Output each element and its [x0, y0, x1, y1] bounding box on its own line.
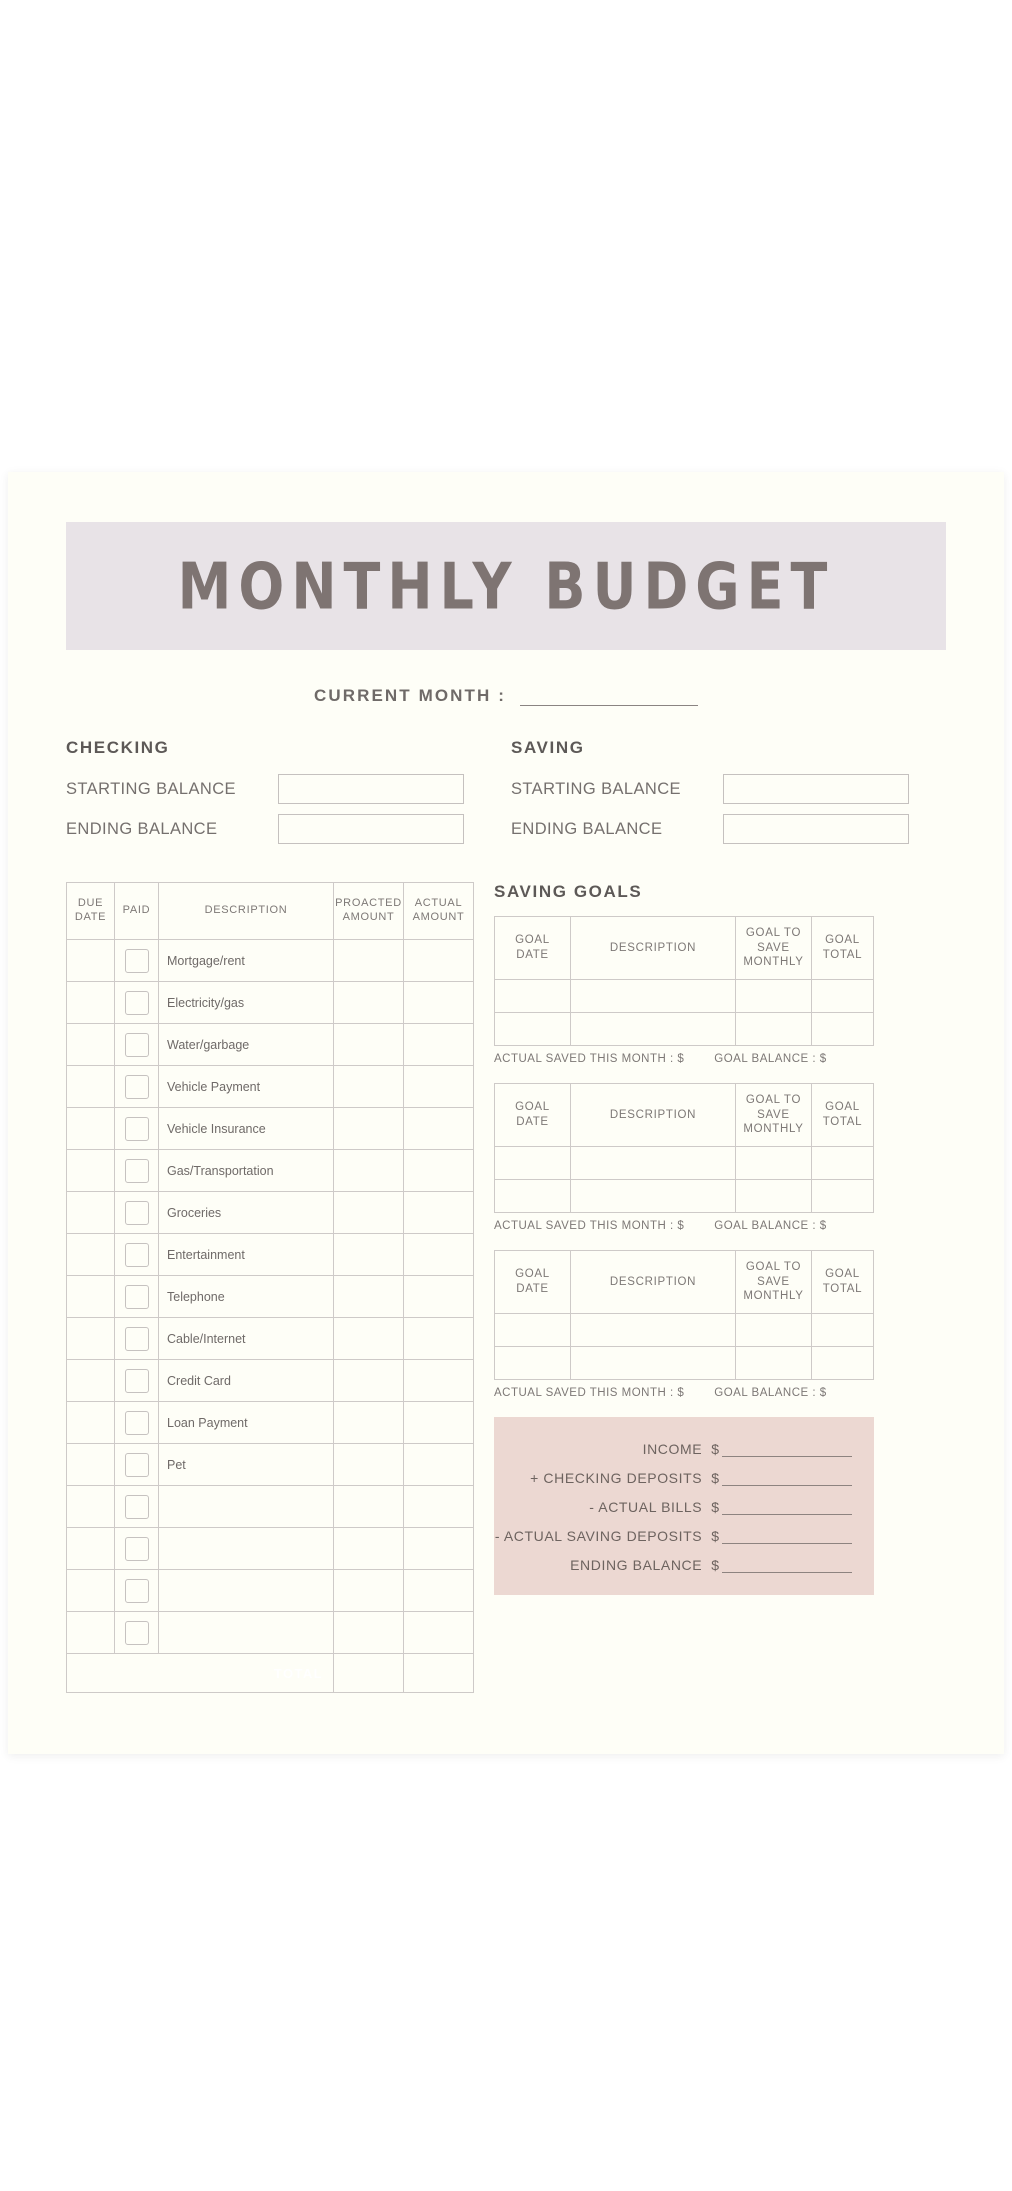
goal-date-cell[interactable] [495, 1013, 571, 1046]
table-row [67, 1402, 474, 1444]
goal-col-header-3: GOAL TOTAL [812, 1251, 874, 1314]
actual-amount-cell[interactable] [404, 1234, 474, 1276]
actual-saved-label[interactable]: ACTUAL SAVED THIS MONTH : $ [494, 1220, 685, 1232]
summary-row [494, 1468, 852, 1486]
total-row [67, 1654, 474, 1693]
paid-cell[interactable] [115, 1066, 159, 1108]
bills-table-body [67, 940, 474, 1654]
goal-balance-label[interactable]: GOAL BALANCE : $ [714, 1053, 827, 1065]
goal-total-cell[interactable] [812, 1314, 874, 1347]
table-row [67, 1024, 474, 1066]
goal-col-header-0: GOAL DATE [495, 917, 571, 980]
checking-ending-label: ENDING BALANCE [66, 819, 218, 838]
checking-heading: CHECKING [66, 738, 170, 757]
due-date-cell[interactable] [67, 1318, 115, 1360]
checkbox-icon[interactable] [125, 949, 149, 973]
checking-ending-row [66, 814, 501, 844]
table-row [67, 1234, 474, 1276]
goal-blocks [494, 916, 874, 1399]
goal-col-header-1: DESCRIPTION [571, 917, 736, 980]
saving-goals-heading: SAVING GOALS [494, 882, 643, 901]
paid-cell[interactable] [115, 1150, 159, 1192]
due-date-cell[interactable] [67, 1570, 115, 1612]
saving-ending-label: ENDING BALANCE [511, 819, 663, 838]
description-cell[interactable] [159, 1570, 334, 1612]
bills-col-header-4: ACTUAL AMOUNT [404, 883, 474, 940]
goal-total-cell[interactable] [812, 1147, 874, 1180]
total-projected-cell[interactable] [334, 1654, 404, 1693]
saving-starting-input[interactable] [723, 774, 909, 804]
goal-total-cell[interactable] [812, 1013, 874, 1046]
actual-amount-cell[interactable] [404, 1360, 474, 1402]
checking-block [66, 738, 501, 854]
goal-footer [494, 1220, 874, 1232]
currency-symbol: $ [711, 1470, 719, 1486]
saving-goals-header [495, 1251, 874, 1314]
actual-amount-cell[interactable] [404, 1528, 474, 1570]
saving-goals-column [494, 882, 874, 1595]
paid-cell[interactable] [115, 1528, 159, 1570]
currency-symbol: $ [711, 1528, 719, 1544]
due-date-cell[interactable] [67, 1276, 115, 1318]
goal-footer [494, 1053, 874, 1065]
bills-table-footer [67, 1654, 474, 1693]
actual-amount-cell[interactable] [404, 1192, 474, 1234]
actual-amount-cell[interactable] [404, 1402, 474, 1444]
goal-description-cell[interactable] [571, 1347, 736, 1380]
projected-amount-cell[interactable] [334, 1234, 404, 1276]
actual-amount-cell[interactable] [404, 1024, 474, 1066]
summary-row [494, 1526, 852, 1544]
saving-goals-header [495, 917, 874, 980]
projected-amount-cell[interactable] [334, 982, 404, 1024]
description-cell[interactable]: Cable/Internet [159, 1318, 334, 1360]
goal-description-cell[interactable] [571, 1314, 736, 1347]
due-date-cell[interactable] [67, 1486, 115, 1528]
checkbox-icon[interactable] [125, 1621, 149, 1645]
bills-column [66, 882, 474, 1693]
table-row [67, 1318, 474, 1360]
total-actual-cell[interactable] [404, 1654, 474, 1693]
table-row [495, 1013, 874, 1046]
table-row [495, 1147, 874, 1180]
goal-date-cell[interactable] [495, 1314, 571, 1347]
saving-goals-table [494, 1250, 874, 1380]
bills-col-header-3: PROACTED AMOUNT [334, 883, 404, 940]
summary-row [494, 1497, 852, 1515]
goal-monthly-cell[interactable] [736, 1180, 812, 1213]
paid-cell[interactable] [115, 1234, 159, 1276]
summary-value-input[interactable] [722, 1497, 852, 1515]
table-row [495, 980, 874, 1013]
actual-amount-cell[interactable] [404, 1570, 474, 1612]
table-row [67, 940, 474, 982]
goal-description-cell[interactable] [571, 1180, 736, 1213]
bills-table [66, 882, 474, 1693]
actual-amount-cell[interactable] [404, 1066, 474, 1108]
saving-ending-input[interactable] [723, 814, 909, 844]
projected-amount-cell[interactable] [334, 1360, 404, 1402]
checkbox-icon[interactable] [125, 991, 149, 1015]
summary-label: ENDING BALANCE [570, 1557, 703, 1573]
paid-cell[interactable] [115, 1570, 159, 1612]
due-date-cell[interactable] [67, 1066, 115, 1108]
checkbox-icon[interactable] [125, 1201, 149, 1225]
actual-amount-cell[interactable] [404, 1444, 474, 1486]
paid-cell[interactable] [115, 1360, 159, 1402]
total-label: TOTAL [67, 1654, 334, 1693]
goal-col-header-0: GOAL DATE [495, 1251, 571, 1314]
summary-label: - ACTUAL BILLS [589, 1499, 703, 1515]
projected-amount-cell[interactable] [334, 1528, 404, 1570]
currency-symbol: $ [711, 1557, 719, 1573]
paid-cell[interactable] [115, 1612, 159, 1654]
current-month-label: CURRENT MONTH : [313, 686, 507, 705]
saving-block [501, 738, 946, 854]
sheet-content [66, 522, 946, 1693]
description-cell[interactable]: Mortgage/rent [159, 940, 334, 982]
paid-cell[interactable] [115, 1486, 159, 1528]
due-date-cell[interactable] [67, 1234, 115, 1276]
goal-balance-label[interactable]: GOAL BALANCE : $ [714, 1220, 827, 1232]
goal-monthly-cell[interactable] [736, 1314, 812, 1347]
checking-starting-label: STARTING BALANCE [66, 779, 236, 798]
current-month-row [66, 686, 946, 706]
paid-cell[interactable] [115, 1108, 159, 1150]
saving-goals-body [495, 980, 874, 1046]
table-row [67, 982, 474, 1024]
actual-amount-cell[interactable] [404, 1486, 474, 1528]
description-cell[interactable]: Pet [159, 1444, 334, 1486]
goal-col-header-1: DESCRIPTION [571, 1084, 736, 1147]
description-cell[interactable]: Water/garbage [159, 1024, 334, 1066]
checkbox-icon[interactable] [125, 1117, 149, 1141]
actual-saved-label[interactable]: ACTUAL SAVED THIS MONTH : $ [494, 1387, 685, 1399]
description-cell[interactable]: Loan Payment [159, 1402, 334, 1444]
saving-goals-table [494, 1083, 874, 1213]
goal-description-cell[interactable] [571, 1013, 736, 1046]
description-cell[interactable]: Vehicle Insurance [159, 1108, 334, 1150]
table-row [495, 1347, 874, 1380]
actual-amount-cell[interactable] [404, 1108, 474, 1150]
goal-total-cell[interactable] [812, 1180, 874, 1213]
summary-rows [494, 1439, 852, 1573]
due-date-cell[interactable] [67, 1444, 115, 1486]
projected-amount-cell[interactable] [334, 1486, 404, 1528]
paid-cell[interactable] [115, 1318, 159, 1360]
goal-monthly-cell[interactable] [736, 980, 812, 1013]
paid-cell[interactable] [115, 982, 159, 1024]
due-date-cell[interactable] [67, 1360, 115, 1402]
goal-date-cell[interactable] [495, 1180, 571, 1213]
table-row [67, 1066, 474, 1108]
description-cell[interactable]: Gas/Transportation [159, 1150, 334, 1192]
goal-balance-label[interactable]: GOAL BALANCE : $ [714, 1387, 827, 1399]
saving-goals-body [495, 1314, 874, 1380]
page-title: MONTHLY BUDGET [177, 548, 835, 624]
currency-symbol: $ [711, 1499, 719, 1515]
summary-box [494, 1417, 874, 1595]
projected-amount-cell[interactable] [334, 1108, 404, 1150]
actual-amount-cell[interactable] [404, 1150, 474, 1192]
due-date-cell[interactable] [67, 1024, 115, 1066]
checkbox-icon[interactable] [125, 1285, 149, 1309]
checkbox-icon[interactable] [125, 1159, 149, 1183]
table-row [67, 1444, 474, 1486]
table-row [67, 1360, 474, 1402]
summary-value-input[interactable] [722, 1468, 852, 1486]
saving-heading: SAVING [511, 738, 585, 757]
projected-amount-cell[interactable] [334, 1402, 404, 1444]
goal-col-header-2: GOAL TO SAVE MONTHLY [736, 1251, 812, 1314]
goal-monthly-cell[interactable] [736, 1013, 812, 1046]
checkbox-icon[interactable] [125, 1495, 149, 1519]
saving-starting-label: STARTING BALANCE [511, 779, 681, 798]
projected-amount-cell[interactable] [334, 1612, 404, 1654]
projected-amount-cell[interactable] [334, 1444, 404, 1486]
description-cell[interactable]: Groceries [159, 1192, 334, 1234]
description-cell[interactable]: Electricity/gas [159, 982, 334, 1024]
description-cell[interactable] [159, 1528, 334, 1570]
goal-date-cell[interactable] [495, 1147, 571, 1180]
summary-label: INCOME [642, 1441, 703, 1457]
table-row [67, 1192, 474, 1234]
projected-amount-cell[interactable] [334, 1318, 404, 1360]
table-row [67, 1486, 474, 1528]
due-date-cell[interactable] [67, 982, 115, 1024]
table-row [67, 1528, 474, 1570]
paid-cell[interactable] [115, 1276, 159, 1318]
due-date-cell[interactable] [67, 940, 115, 982]
description-cell[interactable]: Credit Card [159, 1360, 334, 1402]
goal-total-cell[interactable] [812, 1347, 874, 1380]
description-cell[interactable]: Vehicle Payment [159, 1066, 334, 1108]
checkbox-icon[interactable] [125, 1075, 149, 1099]
actual-saved-label[interactable]: ACTUAL SAVED THIS MONTH : $ [494, 1053, 685, 1065]
due-date-cell[interactable] [67, 1108, 115, 1150]
bills-col-header-2: DESCRIPTION [159, 883, 334, 940]
projected-amount-cell[interactable] [334, 1066, 404, 1108]
actual-amount-cell[interactable] [404, 1276, 474, 1318]
checkbox-icon[interactable] [125, 1411, 149, 1435]
projected-amount-cell[interactable] [334, 1024, 404, 1066]
projected-amount-cell[interactable] [334, 940, 404, 982]
actual-amount-cell[interactable] [404, 982, 474, 1024]
table-row [495, 1314, 874, 1347]
paid-cell[interactable] [115, 1402, 159, 1444]
goal-col-header-3: GOAL TOTAL [812, 1084, 874, 1147]
table-row [67, 1612, 474, 1654]
table-row [67, 1108, 474, 1150]
saving-ending-row [511, 814, 946, 844]
description-cell[interactable]: Entertainment [159, 1234, 334, 1276]
projected-amount-cell[interactable] [334, 1570, 404, 1612]
table-row [67, 1570, 474, 1612]
projected-amount-cell[interactable] [334, 1276, 404, 1318]
due-date-cell[interactable] [67, 1192, 115, 1234]
accounts-section [66, 738, 946, 854]
checkbox-icon[interactable] [125, 1579, 149, 1603]
paid-cell[interactable] [115, 1024, 159, 1066]
summary-row [494, 1555, 852, 1573]
summary-value-input[interactable] [722, 1526, 852, 1544]
projected-amount-cell[interactable] [334, 1192, 404, 1234]
bills-col-header-1: PAID [115, 883, 159, 940]
summary-row [494, 1439, 852, 1457]
table-row [67, 1150, 474, 1192]
title-band [66, 522, 946, 650]
body-columns [66, 882, 946, 1693]
checkbox-icon[interactable] [125, 1537, 149, 1561]
goal-description-cell[interactable] [571, 980, 736, 1013]
summary-label: + CHECKING DEPOSITS [530, 1470, 703, 1486]
checking-starting-input[interactable] [278, 774, 464, 804]
saving-starting-row [511, 774, 946, 804]
checkbox-icon[interactable] [125, 1033, 149, 1057]
summary-value-input[interactable] [722, 1555, 852, 1573]
due-date-cell[interactable] [67, 1528, 115, 1570]
table-row [67, 1276, 474, 1318]
checkbox-icon[interactable] [125, 1369, 149, 1393]
paid-cell[interactable] [115, 1444, 159, 1486]
goal-col-header-1: DESCRIPTION [571, 1251, 736, 1314]
goal-monthly-cell[interactable] [736, 1147, 812, 1180]
goal-col-header-3: GOAL TOTAL [812, 917, 874, 980]
bills-col-header-0: DUE DATE [67, 883, 115, 940]
goal-total-cell[interactable] [812, 980, 874, 1013]
currency-symbol: $ [711, 1441, 719, 1457]
checkbox-icon[interactable] [125, 1327, 149, 1351]
checkbox-icon[interactable] [125, 1243, 149, 1267]
summary-label: - ACTUAL SAVING DEPOSITS [494, 1528, 703, 1544]
due-date-cell[interactable] [67, 1150, 115, 1192]
goal-date-cell[interactable] [495, 980, 571, 1013]
actual-amount-cell[interactable] [404, 1612, 474, 1654]
table-row [495, 1180, 874, 1213]
saving-goals-table [494, 916, 874, 1046]
goal-col-header-0: GOAL DATE [495, 1084, 571, 1147]
description-cell[interactable] [159, 1486, 334, 1528]
saving-goals-body [495, 1147, 874, 1213]
budget-planner-page [8, 472, 1004, 1754]
summary-value-input[interactable] [722, 1439, 852, 1457]
goal-footer [494, 1387, 874, 1399]
checkbox-icon[interactable] [125, 1453, 149, 1477]
current-month-input[interactable] [520, 689, 698, 706]
description-cell[interactable] [159, 1612, 334, 1654]
actual-amount-cell[interactable] [404, 940, 474, 982]
checking-ending-input[interactable] [278, 814, 464, 844]
saving-goals-header [495, 1084, 874, 1147]
bills-table-header [67, 883, 474, 940]
checking-starting-row [66, 774, 501, 804]
due-date-cell[interactable] [67, 1612, 115, 1654]
projected-amount-cell[interactable] [334, 1150, 404, 1192]
description-cell[interactable]: Telephone [159, 1276, 334, 1318]
paid-cell[interactable] [115, 940, 159, 982]
goal-monthly-cell[interactable] [736, 1347, 812, 1380]
goal-date-cell[interactable] [495, 1347, 571, 1380]
due-date-cell[interactable] [67, 1402, 115, 1444]
actual-amount-cell[interactable] [404, 1318, 474, 1360]
goal-col-header-2: GOAL TO SAVE MONTHLY [736, 1084, 812, 1147]
goal-col-header-2: GOAL TO SAVE MONTHLY [736, 917, 812, 980]
paid-cell[interactable] [115, 1192, 159, 1234]
goal-description-cell[interactable] [571, 1147, 736, 1180]
